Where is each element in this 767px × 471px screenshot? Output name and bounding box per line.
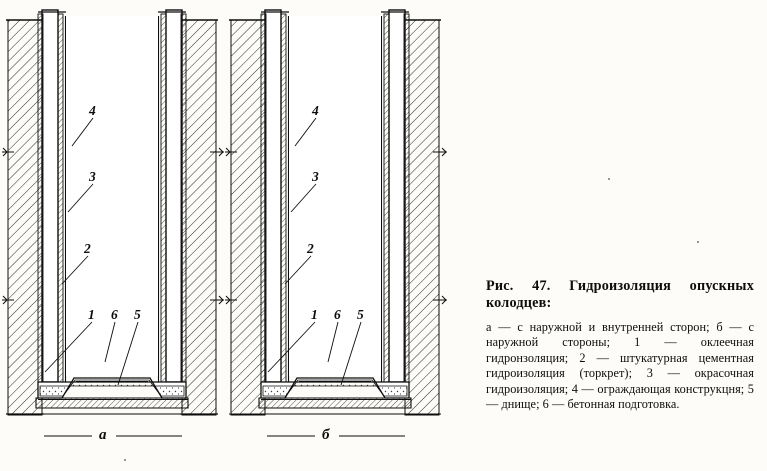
callout-a-3: 3 xyxy=(89,169,96,184)
panel-b-drawing xyxy=(225,10,447,415)
callout-b-2: 2 xyxy=(307,241,314,256)
print-speck xyxy=(608,178,610,180)
callout-b-5: 5 xyxy=(357,307,364,322)
panel-a-drawing xyxy=(2,10,224,415)
callout-b-3: 3 xyxy=(312,169,319,184)
callout-a-5: 5 xyxy=(134,307,141,322)
panel-label-b: б xyxy=(322,427,330,443)
callout-b-6: 6 xyxy=(334,307,341,322)
callout-b-4: 4 xyxy=(312,103,319,118)
callout-a-1: 1 xyxy=(88,307,95,322)
print-speck xyxy=(697,241,699,243)
callout-a-2: 2 xyxy=(84,241,91,256)
callout-b-1: 1 xyxy=(311,307,318,322)
caption-legend: а — с наружной и внутренней сторон; б — с наружной стороны; 1 — оклеечная гидронзоляция; 2 — штукатурная цементная гидроизоляция (торкрет); 3 — окрасочная гидроизоляция; 4 — ограждающая конструкцня; 5 — днище; 6 — бетонная подготовка. xyxy=(486,319,754,412)
panel-label-a: а xyxy=(99,427,107,443)
caption-title: Рис. 47. Гидроизоляция опускных колодцев: xyxy=(486,278,754,312)
print-speck xyxy=(124,459,126,461)
callout-a-4: 4 xyxy=(89,103,96,118)
callout-a-6: 6 xyxy=(111,307,118,322)
figure-caption xyxy=(486,278,754,413)
